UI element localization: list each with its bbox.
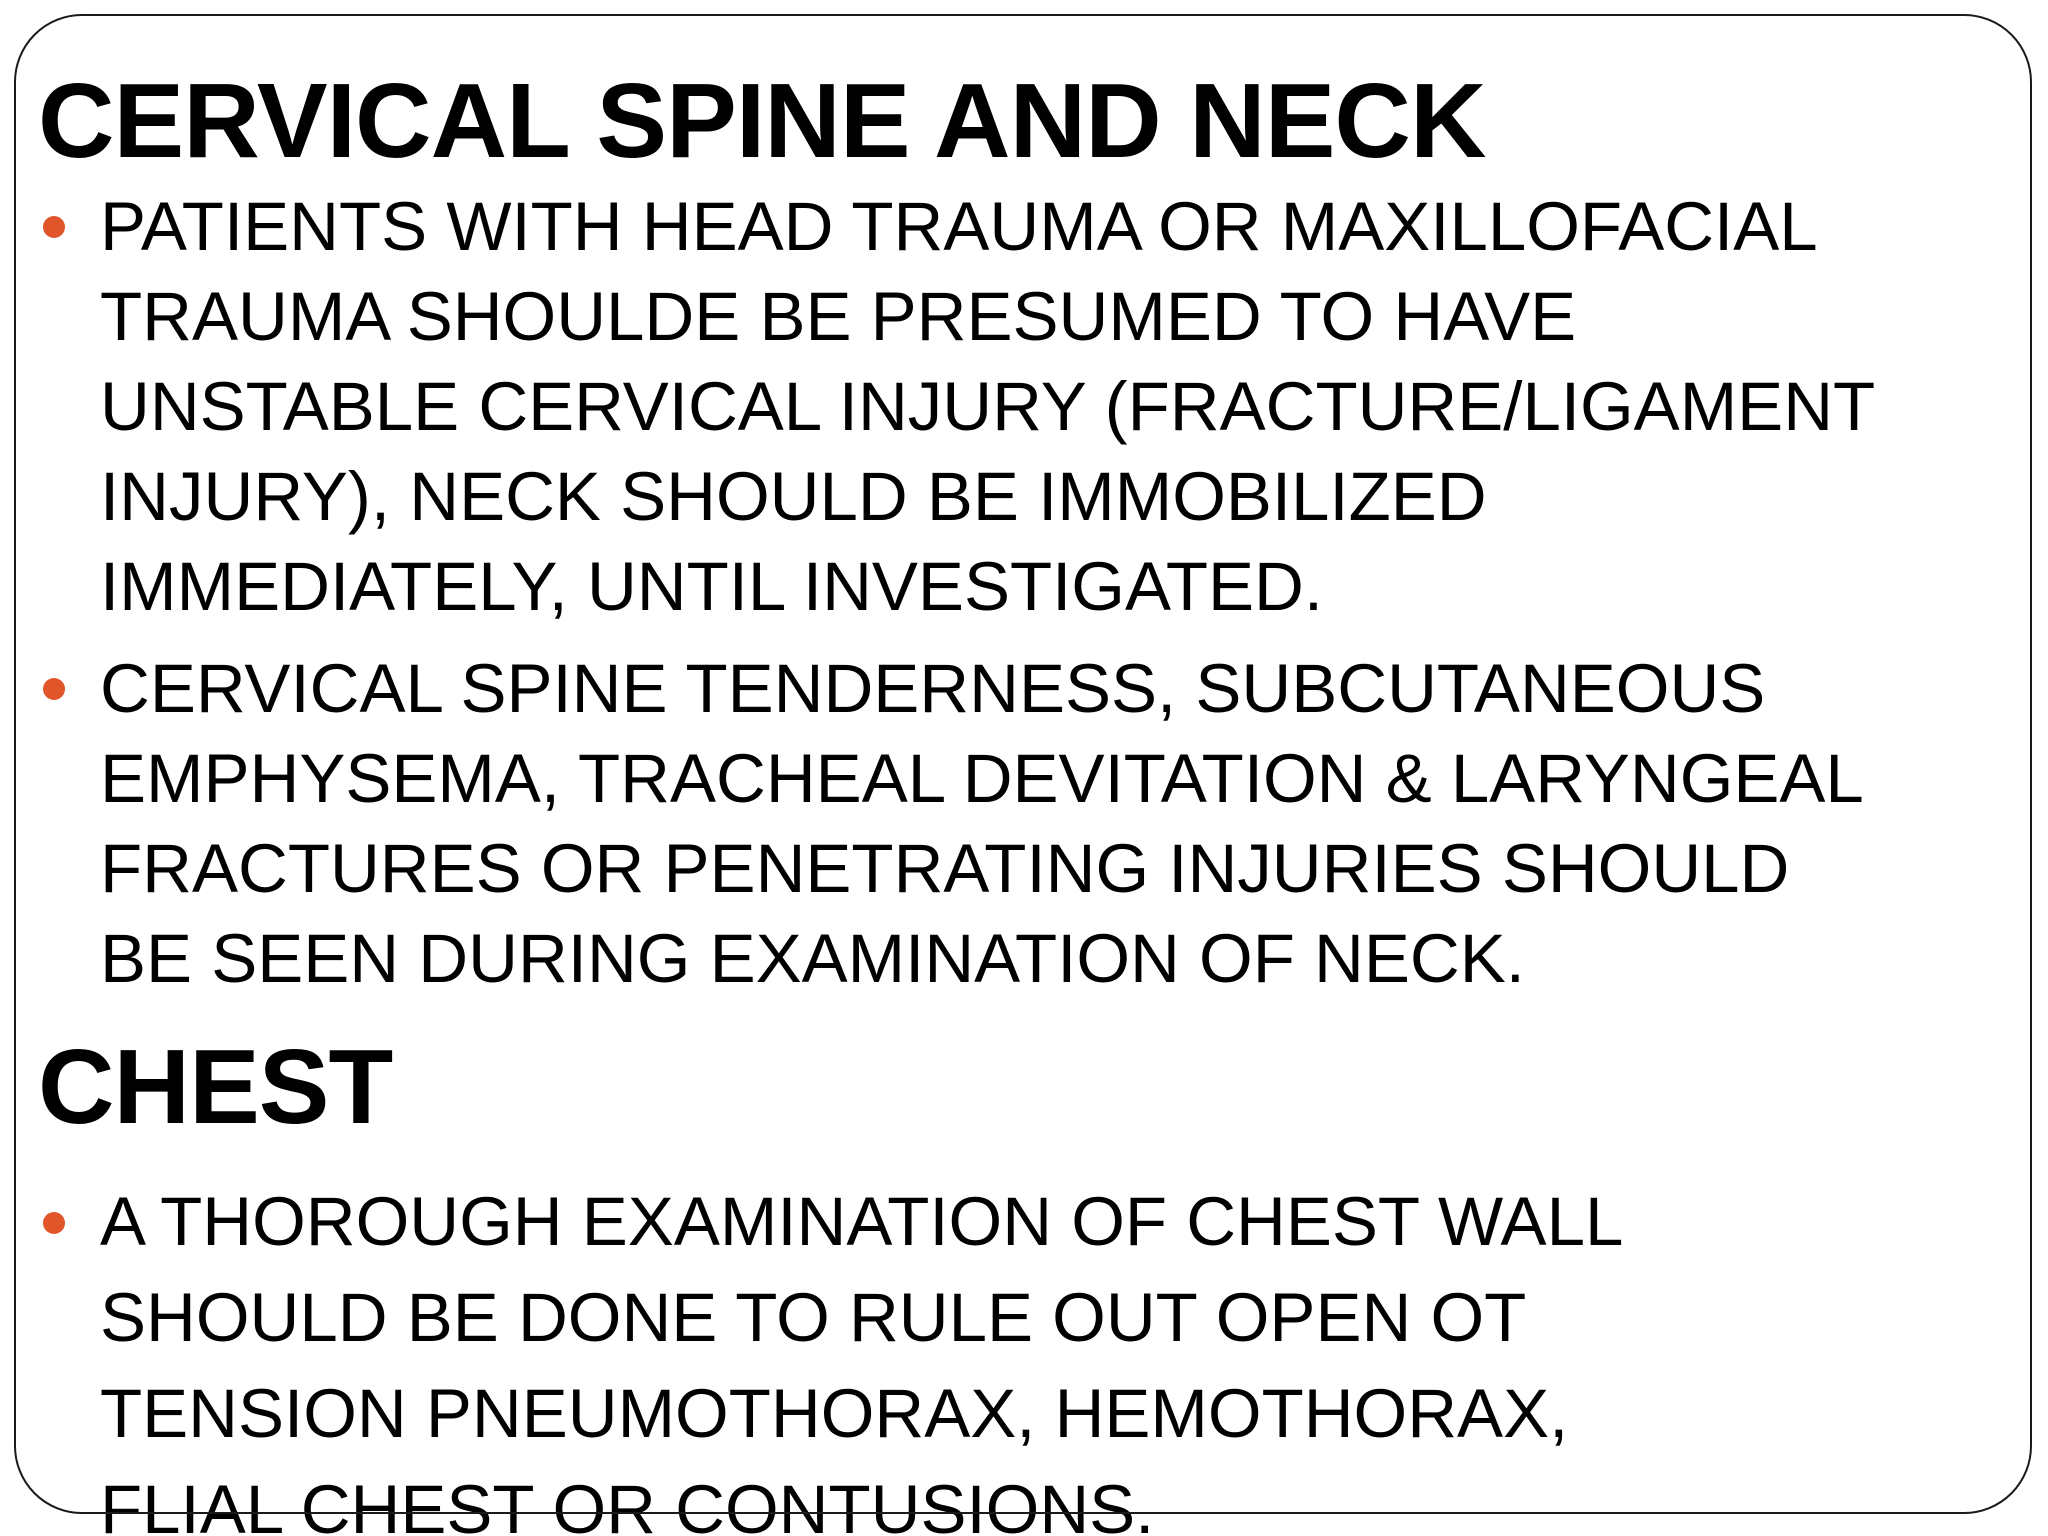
bullet-line: TRAUMA SHOULDE BE PRESUMED TO HAVE [100,278,1577,355]
bullet-line: PATIENTS WITH HEAD TRAUMA OR MAXILLOFACIAL [100,188,1818,265]
bullet-line: FLIAL CHEST OR CONTUSIONS. [100,1471,1155,1536]
bullet-text [100,182,2020,632]
bullet-dot-icon [43,216,65,238]
bullet-line: A THOROUGH EXAMINATION OF CHEST WALL [100,1183,1624,1260]
section-heading-cervical-spine: CERVICAL SPINE AND NECK [38,62,1486,180]
bullet-line: BE SEEN DURING EXAMINATION OF NECK. [100,920,1525,997]
bullet-line: TENSION PNEUMOTHORAX, HEMOTHORAX, [100,1375,1569,1452]
bullet-text [100,1174,2020,1536]
bullet-line: EMPHYSEMA, TRACHEAL DEVITATION & LARYNGEAL [100,740,1864,817]
section-heading-chest: CHEST [38,1028,393,1146]
bullet-text [100,644,2020,1004]
bullet-line: CERVICAL SPINE TENDERNESS, SUBCUTANEOUS [100,650,1766,727]
bullet-dot-icon [43,678,65,700]
bullet-line: UNSTABLE CERVICAL INJURY (FRACTURE/LIGAMENT [100,368,1876,445]
bullet-dot-icon [43,1212,65,1234]
bullet-line: FRACTURES OR PENETRATING INJURIES SHOULD [100,830,1790,907]
bullet-line: SHOULD BE DONE TO RULE OUT OPEN OT [100,1279,1527,1356]
bullet-line: IMMEDIATELY, UNTIL INVESTIGATED. [100,548,1324,625]
bullet-line: INJURY), NECK SHOULD BE IMMOBILIZED [100,458,1487,535]
